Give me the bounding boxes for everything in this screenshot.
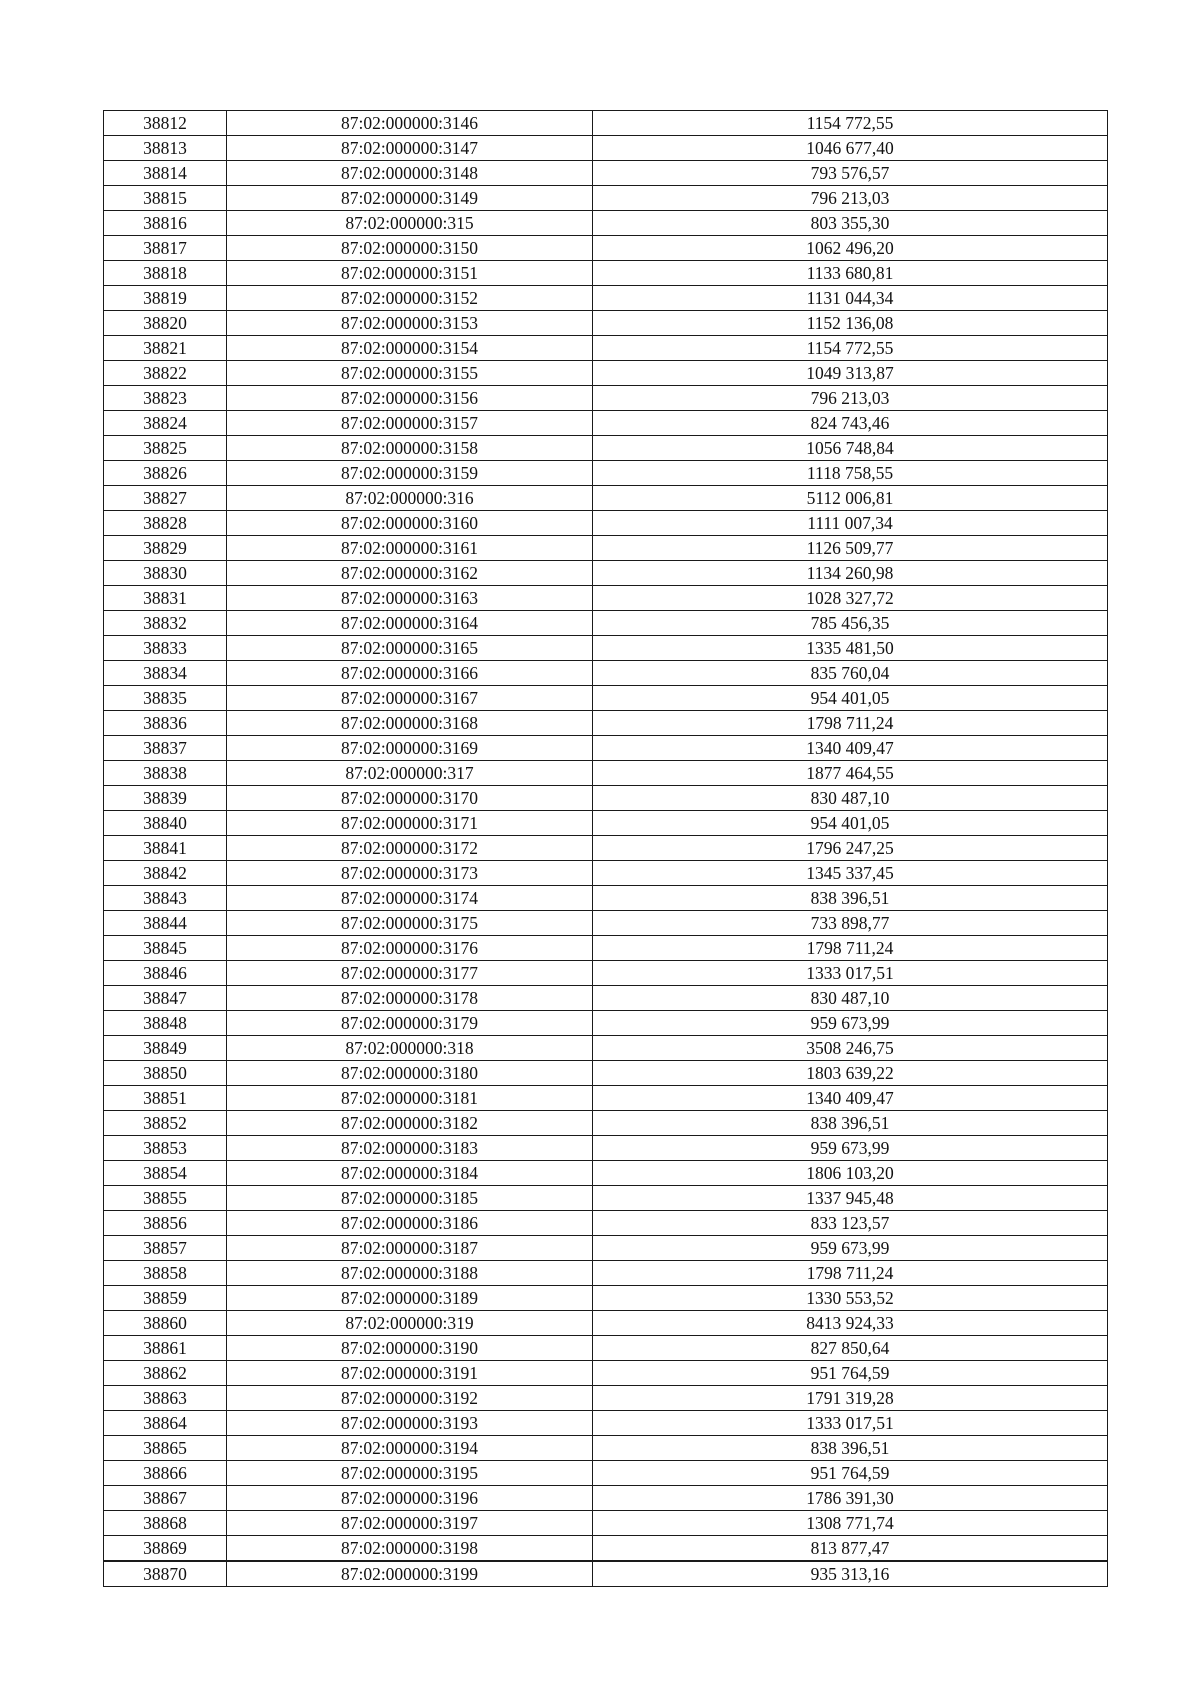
value-cell: 1798 711,24	[593, 936, 1108, 961]
cadastral-number-cell: 87:02:000000:3166	[227, 661, 593, 686]
table-row	[104, 1036, 1108, 1061]
table-row	[104, 811, 1108, 836]
row-number-cell: 38833	[104, 636, 227, 661]
value-cell: 1118 758,55	[593, 461, 1108, 486]
cadastral-value-table	[103, 110, 1108, 1587]
row-number-cell: 38847	[104, 986, 227, 1011]
row-number-cell: 38816	[104, 211, 227, 236]
table-row	[104, 561, 1108, 586]
cadastral-number-cell: 87:02:000000:3168	[227, 711, 593, 736]
value-cell: 1786 391,30	[593, 1486, 1108, 1511]
cadastral-number-cell: 87:02:000000:3197	[227, 1511, 593, 1536]
cadastral-number-cell: 87:02:000000:3190	[227, 1336, 593, 1361]
cadastral-number-cell: 87:02:000000:3180	[227, 1061, 593, 1086]
row-number-cell: 38853	[104, 1136, 227, 1161]
table-row	[104, 711, 1108, 736]
row-number-cell: 38845	[104, 936, 227, 961]
value-cell: 1345 337,45	[593, 861, 1108, 886]
cadastral-number-cell: 87:02:000000:3198	[227, 1536, 593, 1562]
row-number-cell: 38854	[104, 1161, 227, 1186]
cadastral-number-cell: 87:02:000000:3148	[227, 161, 593, 186]
cadastral-number-cell: 87:02:000000:3162	[227, 561, 593, 586]
row-number-cell: 38842	[104, 861, 227, 886]
row-number-cell: 38841	[104, 836, 227, 861]
value-cell: 954 401,05	[593, 686, 1108, 711]
table-row	[104, 736, 1108, 761]
cadastral-number-cell: 87:02:000000:315	[227, 211, 593, 236]
row-number-cell: 38828	[104, 511, 227, 536]
row-number-cell: 38852	[104, 1111, 227, 1136]
cadastral-number-cell: 87:02:000000:317	[227, 761, 593, 786]
row-number-cell: 38846	[104, 961, 227, 986]
value-cell: 959 673,99	[593, 1136, 1108, 1161]
table-row	[104, 261, 1108, 286]
value-cell: 1340 409,47	[593, 1086, 1108, 1111]
value-cell: 838 396,51	[593, 1111, 1108, 1136]
value-cell: 5112 006,81	[593, 486, 1108, 511]
value-cell: 1046 677,40	[593, 136, 1108, 161]
row-number-cell: 38824	[104, 411, 227, 436]
row-number-cell: 38862	[104, 1361, 227, 1386]
table-row	[104, 1461, 1108, 1486]
value-cell: 8413 924,33	[593, 1311, 1108, 1336]
row-number-cell: 38820	[104, 311, 227, 336]
value-cell: 1133 680,81	[593, 261, 1108, 286]
value-cell: 1131 044,34	[593, 286, 1108, 311]
value-cell: 1056 748,84	[593, 436, 1108, 461]
cadastral-number-cell: 87:02:000000:3147	[227, 136, 593, 161]
value-cell: 1791 319,28	[593, 1386, 1108, 1411]
row-number-cell: 38813	[104, 136, 227, 161]
row-number-cell: 38834	[104, 661, 227, 686]
row-number-cell: 38815	[104, 186, 227, 211]
table-row	[104, 1486, 1108, 1511]
row-number-cell: 38857	[104, 1236, 227, 1261]
cadastral-number-cell: 87:02:000000:3158	[227, 436, 593, 461]
table-row	[104, 1236, 1108, 1261]
cadastral-number-cell: 87:02:000000:316	[227, 486, 593, 511]
value-cell: 1028 327,72	[593, 586, 1108, 611]
table-row	[104, 186, 1108, 211]
cadastral-number-cell: 87:02:000000:3194	[227, 1436, 593, 1461]
cadastral-number-cell: 87:02:000000:3183	[227, 1136, 593, 1161]
table-row	[104, 1261, 1108, 1286]
table-row	[104, 1286, 1108, 1311]
table-row	[104, 1061, 1108, 1086]
row-number-cell: 38822	[104, 361, 227, 386]
row-number-cell: 38814	[104, 161, 227, 186]
value-cell: 951 764,59	[593, 1361, 1108, 1386]
value-cell: 1111 007,34	[593, 511, 1108, 536]
row-number-cell: 38869	[104, 1536, 227, 1562]
row-number-cell: 38830	[104, 561, 227, 586]
cadastral-number-cell: 87:02:000000:3191	[227, 1361, 593, 1386]
cadastral-number-cell: 87:02:000000:3185	[227, 1186, 593, 1211]
value-cell: 827 850,64	[593, 1336, 1108, 1361]
table-row	[104, 1561, 1108, 1587]
table-row	[104, 486, 1108, 511]
value-cell: 838 396,51	[593, 1436, 1108, 1461]
cadastral-number-cell: 87:02:000000:3181	[227, 1086, 593, 1111]
table-row	[104, 1211, 1108, 1236]
row-number-cell: 38840	[104, 811, 227, 836]
value-cell: 1335 481,50	[593, 636, 1108, 661]
table-row	[104, 986, 1108, 1011]
cadastral-number-cell: 87:02:000000:3149	[227, 186, 593, 211]
cadastral-number-cell: 87:02:000000:3188	[227, 1261, 593, 1286]
table-row	[104, 911, 1108, 936]
cadastral-number-cell: 87:02:000000:3174	[227, 886, 593, 911]
cadastral-number-cell: 87:02:000000:3167	[227, 686, 593, 711]
cadastral-number-cell: 87:02:000000:3153	[227, 311, 593, 336]
value-cell: 813 877,47	[593, 1536, 1108, 1562]
cadastral-number-cell: 87:02:000000:3154	[227, 336, 593, 361]
cadastral-number-cell: 87:02:000000:3159	[227, 461, 593, 486]
table-row	[104, 1161, 1108, 1186]
value-cell: 1330 553,52	[593, 1286, 1108, 1311]
table-row	[104, 786, 1108, 811]
row-number-cell: 38835	[104, 686, 227, 711]
document-page	[103, 110, 1107, 1587]
table-row	[104, 1011, 1108, 1036]
table-row	[104, 511, 1108, 536]
value-cell: 1803 639,22	[593, 1061, 1108, 1086]
row-number-cell: 38819	[104, 286, 227, 311]
cadastral-number-cell: 87:02:000000:318	[227, 1036, 593, 1061]
table-row	[104, 161, 1108, 186]
value-cell: 785 456,35	[593, 611, 1108, 636]
row-number-cell: 38826	[104, 461, 227, 486]
table-row	[104, 1311, 1108, 1336]
row-number-cell: 38868	[104, 1511, 227, 1536]
cadastral-number-cell: 87:02:000000:3163	[227, 586, 593, 611]
row-number-cell: 38831	[104, 586, 227, 611]
cadastral-number-cell: 87:02:000000:3160	[227, 511, 593, 536]
row-number-cell: 38827	[104, 486, 227, 511]
value-cell: 1062 496,20	[593, 236, 1108, 261]
cadastral-number-cell: 87:02:000000:3161	[227, 536, 593, 561]
value-cell: 3508 246,75	[593, 1036, 1108, 1061]
table-row	[104, 761, 1108, 786]
cadastral-number-cell: 87:02:000000:3177	[227, 961, 593, 986]
value-cell: 833 123,57	[593, 1211, 1108, 1236]
value-cell: 796 213,03	[593, 386, 1108, 411]
row-number-cell: 38861	[104, 1336, 227, 1361]
table-row	[104, 611, 1108, 636]
row-number-cell: 38860	[104, 1311, 227, 1336]
table-row	[104, 436, 1108, 461]
cadastral-number-cell: 87:02:000000:3186	[227, 1211, 593, 1236]
value-cell: 824 743,46	[593, 411, 1108, 436]
value-cell: 1806 103,20	[593, 1161, 1108, 1186]
value-cell: 793 576,57	[593, 161, 1108, 186]
cadastral-number-cell: 87:02:000000:3175	[227, 911, 593, 936]
cadastral-number-cell: 87:02:000000:3172	[227, 836, 593, 861]
row-number-cell: 38838	[104, 761, 227, 786]
table-row	[104, 636, 1108, 661]
table-row	[104, 1336, 1108, 1361]
table-row	[104, 1411, 1108, 1436]
table-row	[104, 1361, 1108, 1386]
row-number-cell: 38863	[104, 1386, 227, 1411]
row-number-cell: 38865	[104, 1436, 227, 1461]
value-cell: 954 401,05	[593, 811, 1108, 836]
value-cell: 796 213,03	[593, 186, 1108, 211]
table-row	[104, 211, 1108, 236]
cadastral-number-cell: 87:02:000000:3192	[227, 1386, 593, 1411]
cadastral-number-cell: 87:02:000000:3164	[227, 611, 593, 636]
table-row	[104, 1136, 1108, 1161]
value-cell: 1333 017,51	[593, 961, 1108, 986]
cadastral-number-cell: 87:02:000000:3184	[227, 1161, 593, 1186]
row-number-cell: 38836	[104, 711, 227, 736]
row-number-cell: 38850	[104, 1061, 227, 1086]
row-number-cell: 38851	[104, 1086, 227, 1111]
cadastral-number-cell: 87:02:000000:3152	[227, 286, 593, 311]
row-number-cell: 38844	[104, 911, 227, 936]
table-row	[104, 311, 1108, 336]
cadastral-number-cell: 87:02:000000:3193	[227, 1411, 593, 1436]
table-row	[104, 936, 1108, 961]
table-body	[104, 111, 1108, 1587]
table-row	[104, 236, 1108, 261]
row-number-cell: 38829	[104, 536, 227, 561]
cadastral-number-cell: 87:02:000000:3171	[227, 811, 593, 836]
table-row	[104, 361, 1108, 386]
table-row	[104, 1386, 1108, 1411]
value-cell: 1798 711,24	[593, 1261, 1108, 1286]
table-row	[104, 1086, 1108, 1111]
table-row	[104, 1536, 1108, 1562]
table-row	[104, 386, 1108, 411]
table-row	[104, 1111, 1108, 1136]
cadastral-number-cell: 87:02:000000:3178	[227, 986, 593, 1011]
table-row	[104, 1511, 1108, 1536]
cadastral-number-cell: 87:02:000000:3182	[227, 1111, 593, 1136]
table-row	[104, 861, 1108, 886]
table-row	[104, 536, 1108, 561]
value-cell: 951 764,59	[593, 1461, 1108, 1486]
row-number-cell: 38858	[104, 1261, 227, 1286]
row-number-cell: 38856	[104, 1211, 227, 1236]
cadastral-number-cell: 87:02:000000:3195	[227, 1461, 593, 1486]
row-number-cell: 38864	[104, 1411, 227, 1436]
table-row	[104, 886, 1108, 911]
cadastral-number-cell: 87:02:000000:3170	[227, 786, 593, 811]
value-cell: 1154 772,55	[593, 111, 1108, 136]
table-row	[104, 661, 1108, 686]
value-cell: 1796 247,25	[593, 836, 1108, 861]
cadastral-number-cell: 87:02:000000:3187	[227, 1236, 593, 1261]
row-number-cell: 38823	[104, 386, 227, 411]
value-cell: 803 355,30	[593, 211, 1108, 236]
cadastral-number-cell: 87:02:000000:3157	[227, 411, 593, 436]
row-number-cell: 38843	[104, 886, 227, 911]
row-number-cell: 38848	[104, 1011, 227, 1036]
table-row	[104, 336, 1108, 361]
table-row	[104, 411, 1108, 436]
table-row	[104, 136, 1108, 161]
cadastral-number-cell: 87:02:000000:3150	[227, 236, 593, 261]
row-number-cell: 38859	[104, 1286, 227, 1311]
table-row	[104, 686, 1108, 711]
table-row	[104, 1186, 1108, 1211]
cadastral-number-cell: 87:02:000000:3165	[227, 636, 593, 661]
value-cell: 830 487,10	[593, 786, 1108, 811]
table-row	[104, 111, 1108, 136]
value-cell: 1340 409,47	[593, 736, 1108, 761]
row-number-cell: 38839	[104, 786, 227, 811]
value-cell: 959 673,99	[593, 1011, 1108, 1036]
row-number-cell: 38867	[104, 1486, 227, 1511]
cadastral-number-cell: 87:02:000000:319	[227, 1311, 593, 1336]
row-number-cell: 38817	[104, 236, 227, 261]
row-number-cell: 38866	[104, 1461, 227, 1486]
cadastral-number-cell: 87:02:000000:3189	[227, 1286, 593, 1311]
row-number-cell: 38825	[104, 436, 227, 461]
table-row	[104, 836, 1108, 861]
value-cell: 835 760,04	[593, 661, 1108, 686]
table-row	[104, 961, 1108, 986]
row-number-cell: 38870	[104, 1561, 227, 1587]
value-cell: 1337 945,48	[593, 1186, 1108, 1211]
value-cell: 1152 136,08	[593, 311, 1108, 336]
value-cell: 1308 771,74	[593, 1511, 1108, 1536]
cadastral-number-cell: 87:02:000000:3151	[227, 261, 593, 286]
row-number-cell: 38855	[104, 1186, 227, 1211]
value-cell: 1154 772,55	[593, 336, 1108, 361]
value-cell: 959 673,99	[593, 1236, 1108, 1261]
row-number-cell: 38821	[104, 336, 227, 361]
cadastral-number-cell: 87:02:000000:3173	[227, 861, 593, 886]
table-row	[104, 286, 1108, 311]
cadastral-number-cell: 87:02:000000:3176	[227, 936, 593, 961]
table-row	[104, 461, 1108, 486]
row-number-cell: 38837	[104, 736, 227, 761]
cadastral-number-cell: 87:02:000000:3146	[227, 111, 593, 136]
value-cell: 838 396,51	[593, 886, 1108, 911]
table-row	[104, 1436, 1108, 1461]
value-cell: 733 898,77	[593, 911, 1108, 936]
table-row	[104, 586, 1108, 611]
cadastral-number-cell: 87:02:000000:3155	[227, 361, 593, 386]
cadastral-number-cell: 87:02:000000:3196	[227, 1486, 593, 1511]
value-cell: 1126 509,77	[593, 536, 1108, 561]
value-cell: 1333 017,51	[593, 1411, 1108, 1436]
cadastral-number-cell: 87:02:000000:3156	[227, 386, 593, 411]
value-cell: 1049 313,87	[593, 361, 1108, 386]
cadastral-number-cell: 87:02:000000:3199	[227, 1561, 593, 1587]
value-cell: 1877 464,55	[593, 761, 1108, 786]
row-number-cell: 38849	[104, 1036, 227, 1061]
cadastral-number-cell: 87:02:000000:3169	[227, 736, 593, 761]
value-cell: 1798 711,24	[593, 711, 1108, 736]
row-number-cell: 38818	[104, 261, 227, 286]
row-number-cell: 38832	[104, 611, 227, 636]
row-number-cell: 38812	[104, 111, 227, 136]
value-cell: 830 487,10	[593, 986, 1108, 1011]
cadastral-number-cell: 87:02:000000:3179	[227, 1011, 593, 1036]
value-cell: 1134 260,98	[593, 561, 1108, 586]
value-cell: 935 313,16	[593, 1561, 1108, 1587]
